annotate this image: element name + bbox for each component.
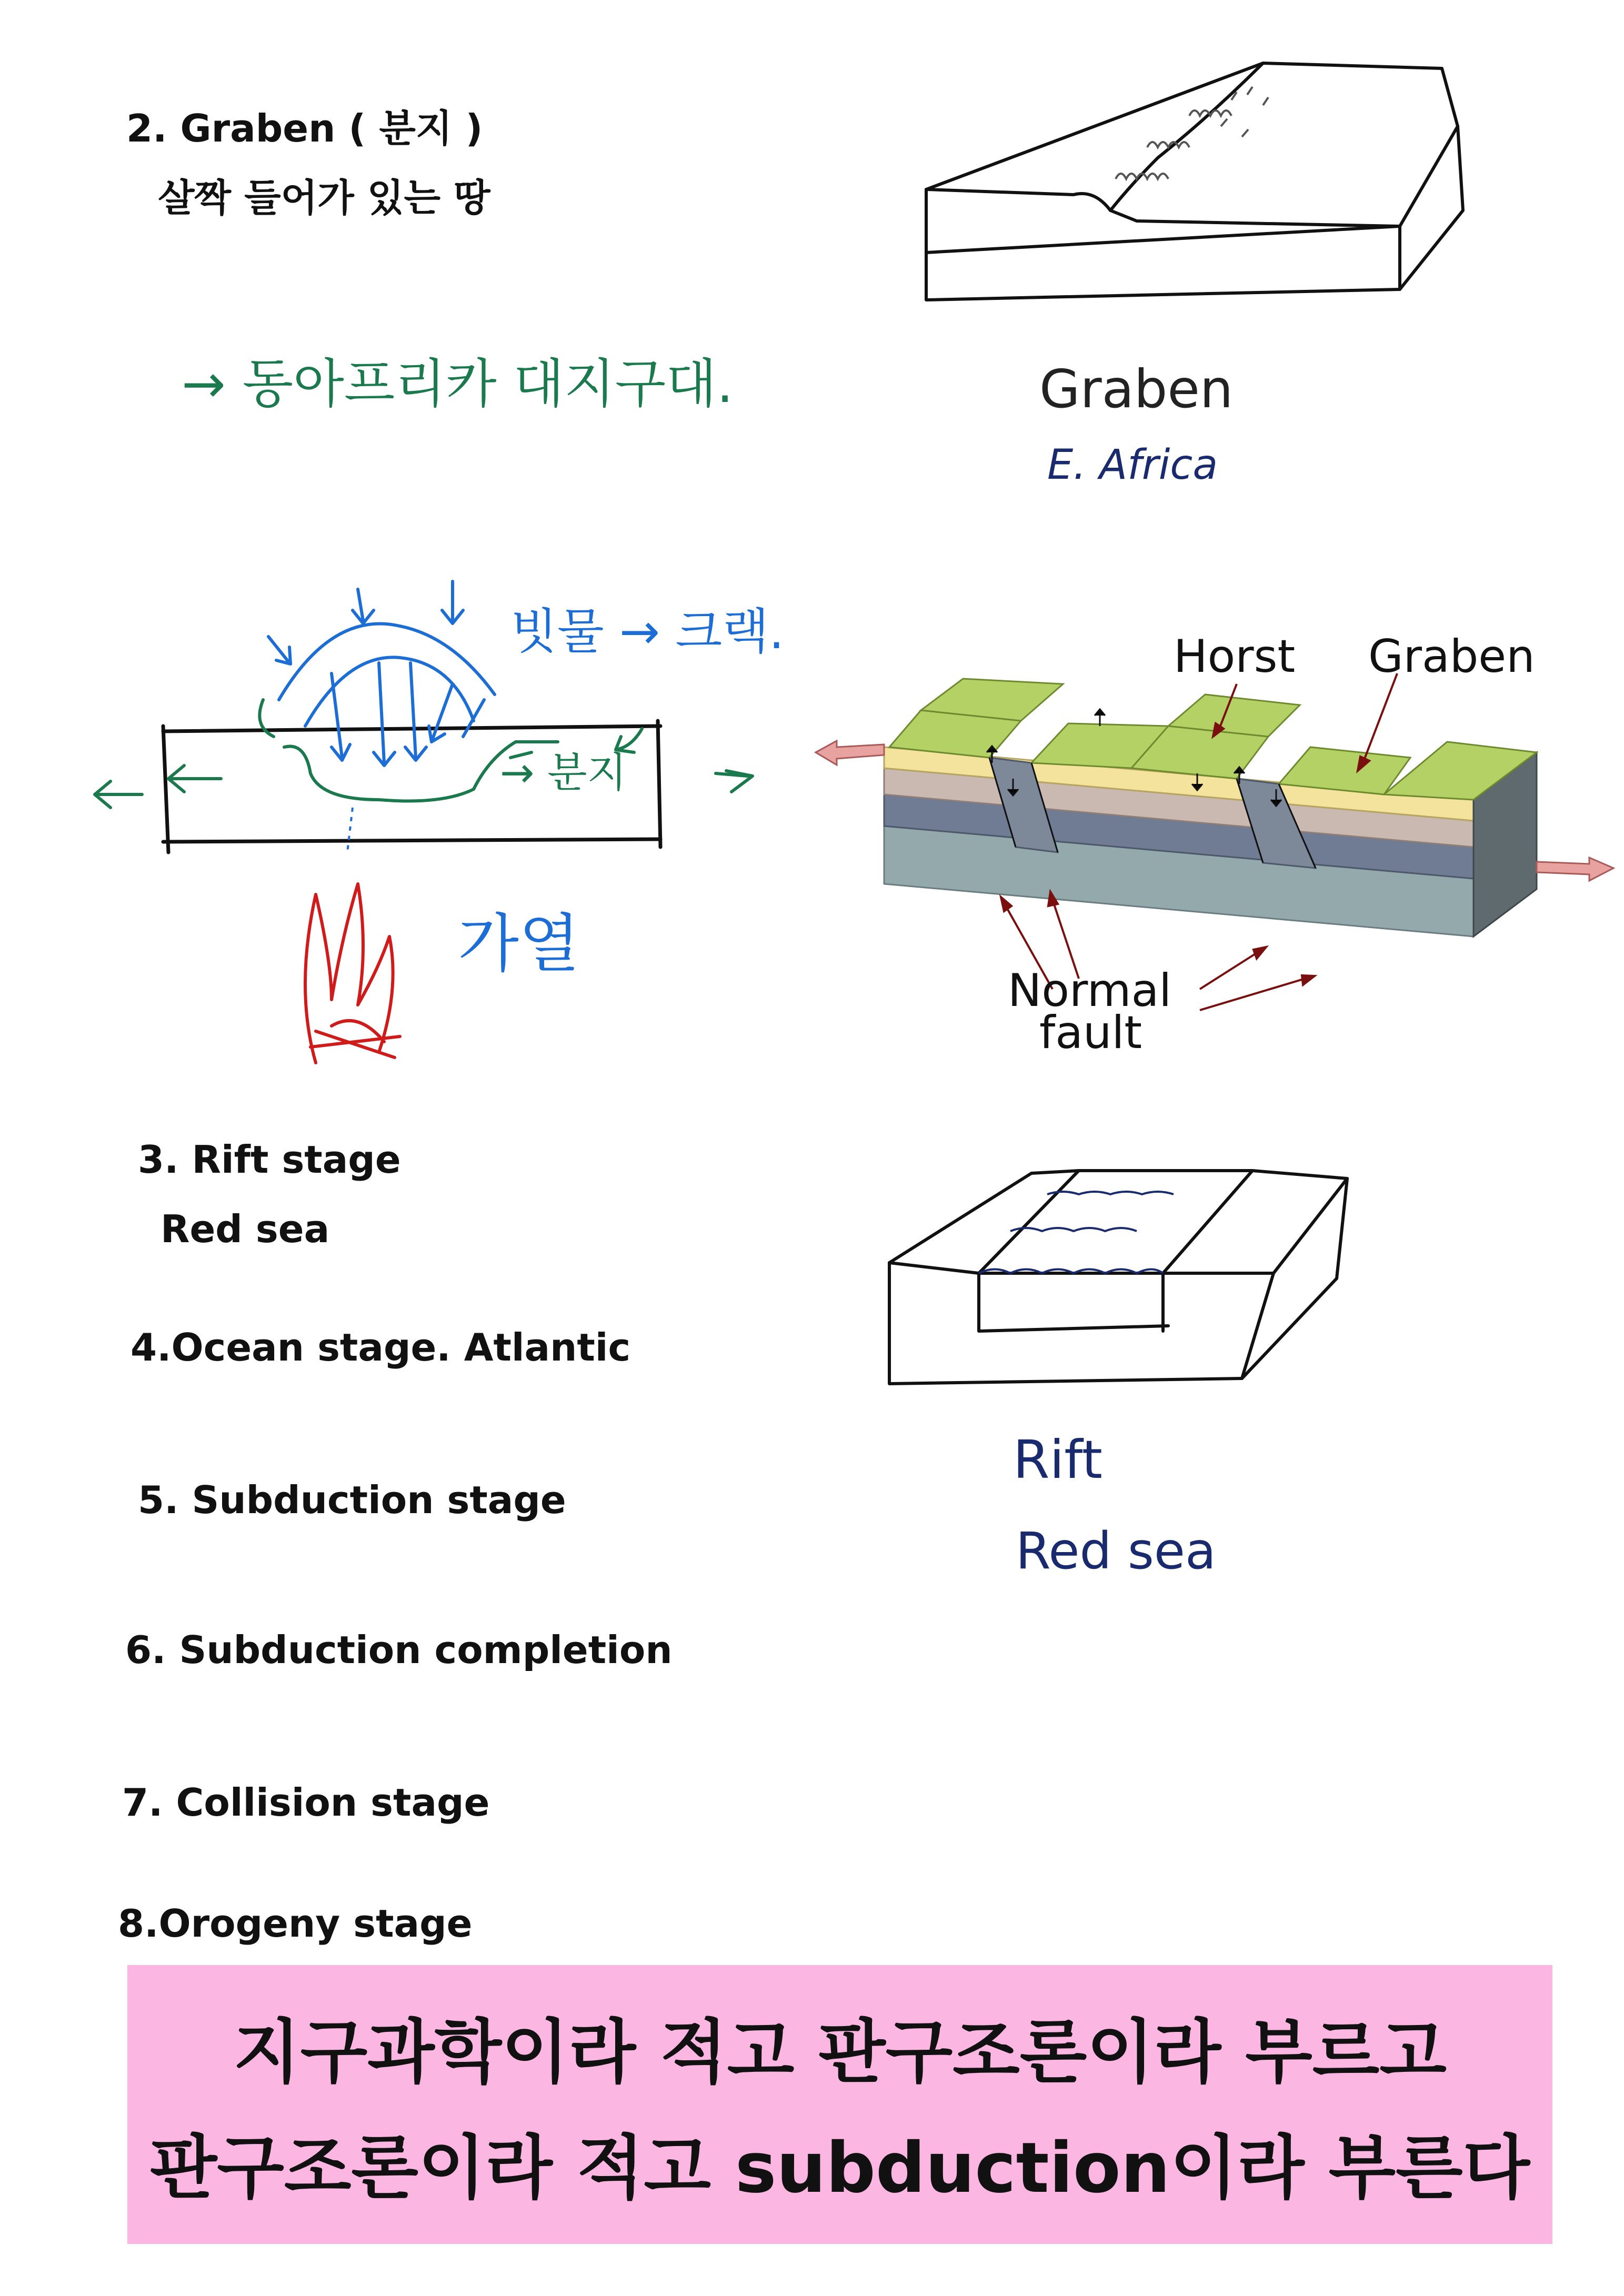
basin-note: → 분지 (500, 749, 627, 797)
normal-fault-label-line2: fault (1039, 1006, 1142, 1059)
graben-sketch-subcaption: E. Africa (1047, 441, 1218, 489)
graben-sketch-caption: Graben (1039, 358, 1234, 420)
rift-sketch-caption: Rift (1013, 1429, 1102, 1491)
graben-label: Graben (1368, 630, 1535, 683)
subduction-stage-title: 5. Subduction stage (138, 1478, 566, 1522)
slogan-banner (127, 1965, 1552, 2244)
rift-sketch-subcaption: Red sea (1016, 1522, 1216, 1580)
normal-fault-label-line1: Normal (1008, 964, 1172, 1017)
graben-sketch (916, 53, 1558, 526)
east-africa-rift-note: → 동아프리카 대지구대. (182, 353, 734, 415)
ocean-stage-title: 4.Ocean stage. Atlantic (131, 1325, 631, 1369)
slogan-line-2: 판구조론이라 적고 subduction이라 부른다 (149, 2128, 1530, 2209)
rift-stage-title: 3. Rift stage (138, 1137, 401, 1182)
collision-stage-title: 7. Collision stage (122, 1780, 490, 1825)
orogeny-stage-title: 8.Orogeny stage (118, 1901, 473, 1946)
rift-sketch (874, 1157, 1379, 1399)
horst-graben-block-diagram (805, 621, 1624, 1084)
heating-note: 가열 (458, 908, 580, 981)
graben-title: 2. Graben ( 분지 ) (126, 106, 483, 150)
bulge-crack-note: 빗물 → 크랙. (510, 603, 785, 660)
horst-label: Horst (1174, 630, 1296, 683)
subduction-completion-title: 6. Subduction completion (125, 1628, 673, 1672)
rift-stage-example: Red sea (161, 1207, 330, 1251)
graben-description: 살짝 들어가 있는 땅 (158, 176, 490, 220)
slogan-line-1: 지구과학이라 적고 판구조론이라 부르고 (233, 2012, 1447, 2093)
